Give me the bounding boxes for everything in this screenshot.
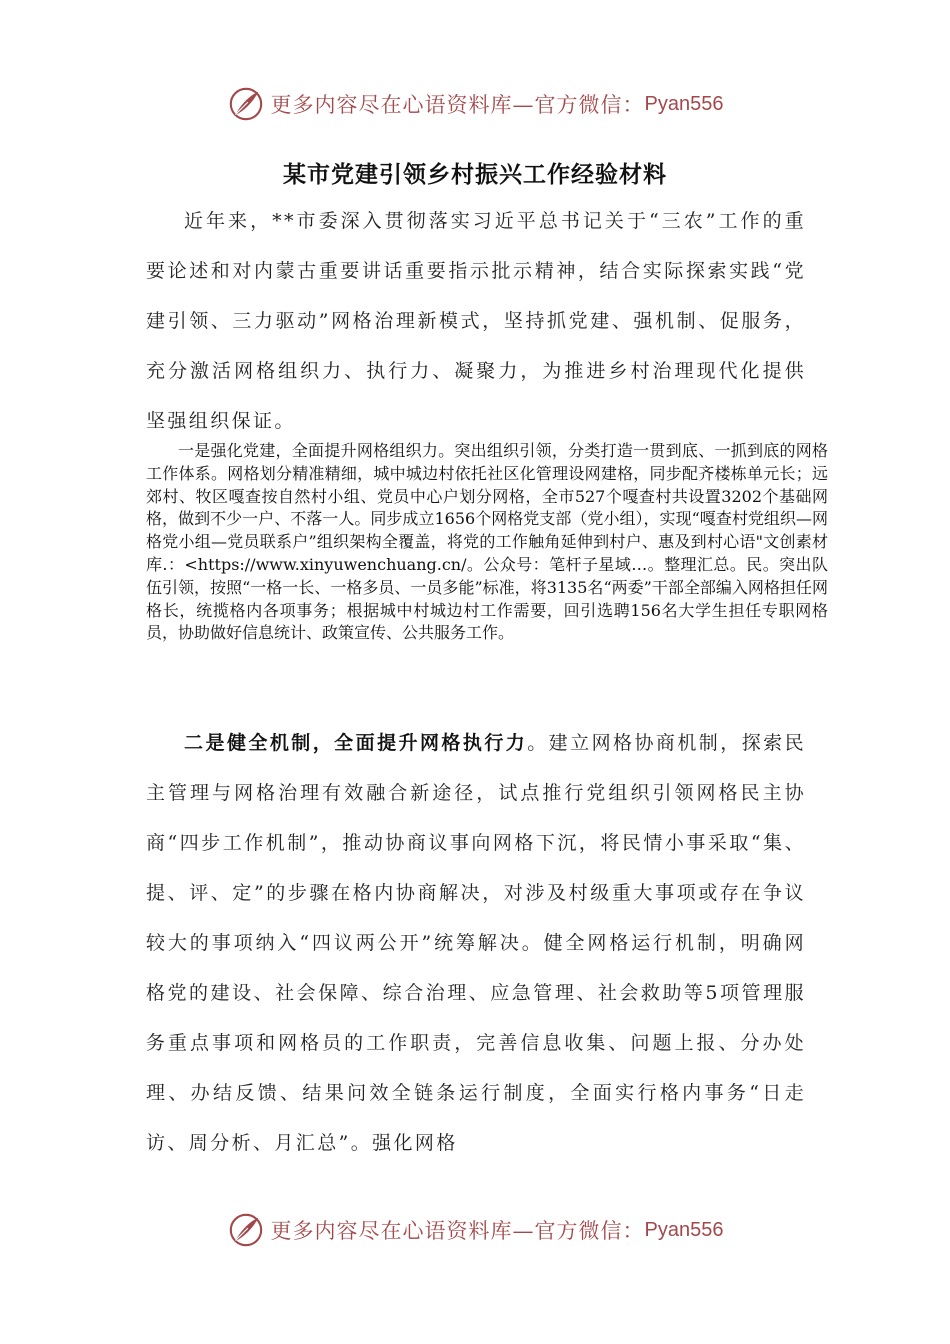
section2-body: 。建立网格协商机制，探索民主管理与网格治理有效融合新途径，试点推行党组织引领网格民主协商“四步工作机制”，推动协商议事向网格下沉，将民情小事采取“集、提、评、定”的步骤在格内协商解决，对涉及村级重大事项或存在争议较大的事项纳入“四议两公开”统筹解决。健全网格运行机制，明确网格党的建设、社会保障、综合治理、应急管理、社会救助等5项管理服务重点事项和网格员的工作职责，完善信息收集、问题上报、分办处理、办结反馈、结果问效全链条运行制度，全面实行格内事务“日走访、周分析、月汇总”。强化网格 <box>146 732 806 1154</box>
intro-paragraph: 近年来，**市委深入贯彻落实习近平总书记关于“三农”工作的重要论述和对内蒙古重要讲话重要指示批示精神，结合实际探索实践“党建引领、三力驱动”网格治理新模式，坚持抓党建、强机制、促服务，充分激活网格组织力、执行力、凝聚力，为推进乡村治理现代化提供坚强组织保证。 <box>146 210 806 432</box>
quill-pen-icon <box>227 1211 265 1249</box>
banner-wechat-id: Pyan556 <box>644 92 724 115</box>
banner-text: 更多内容尽在心语资料库—官方微信： <box>270 93 645 117</box>
header-banner <box>0 84 950 124</box>
section2-paragraph <box>146 718 806 1168</box>
document-title: 某市党建引领乡村振兴工作经验材料 <box>283 161 667 188</box>
quill-pen-icon <box>227 85 265 123</box>
banner-wechat-id: Pyan556 <box>644 1218 724 1241</box>
section2-heading: 二是健全机制，全面提升网格执行力 <box>184 732 528 754</box>
banner-text: 更多内容尽在心语资料库—官方微信： <box>270 1219 645 1243</box>
section1-paragraph: 一是强化党建，全面提升网格组织力。突出组织引领，分类打造一贯到底、一抓到底的网格工作体系。网格划分精准精细，城中城边村依托社区化管理设网建格，同步配齐楼栋单元长；远郊村、牧区嘎查按自然村小组、党员中心户划分网格，全市527个嘎查村共设置3202个基础网格，做到不少一户、不落一人。同步成立1656个网格党支部（党小组），实现“嘎查村党组织—网格党小组—党员联系户”组织架构全覆盖，将党的工作触角延伸到村户、惠及到村心语"文创素材库.：<https://www.xinyuwenchuang.cn/。公众号：笔杆子星域…。整理汇总。民。突出队伍引领，按照“一格一长、一格多员、一员多能”标准，将3135名“两委”干部全部编入网格担任网格长，统揽格内各项事务；根据城中村城边村工作需要，回引选聘156名大学生担任专职网格员，协助做好信息统计、政策宣传、公共服务工作。 <box>146 441 828 643</box>
footer-banner <box>0 1210 950 1250</box>
